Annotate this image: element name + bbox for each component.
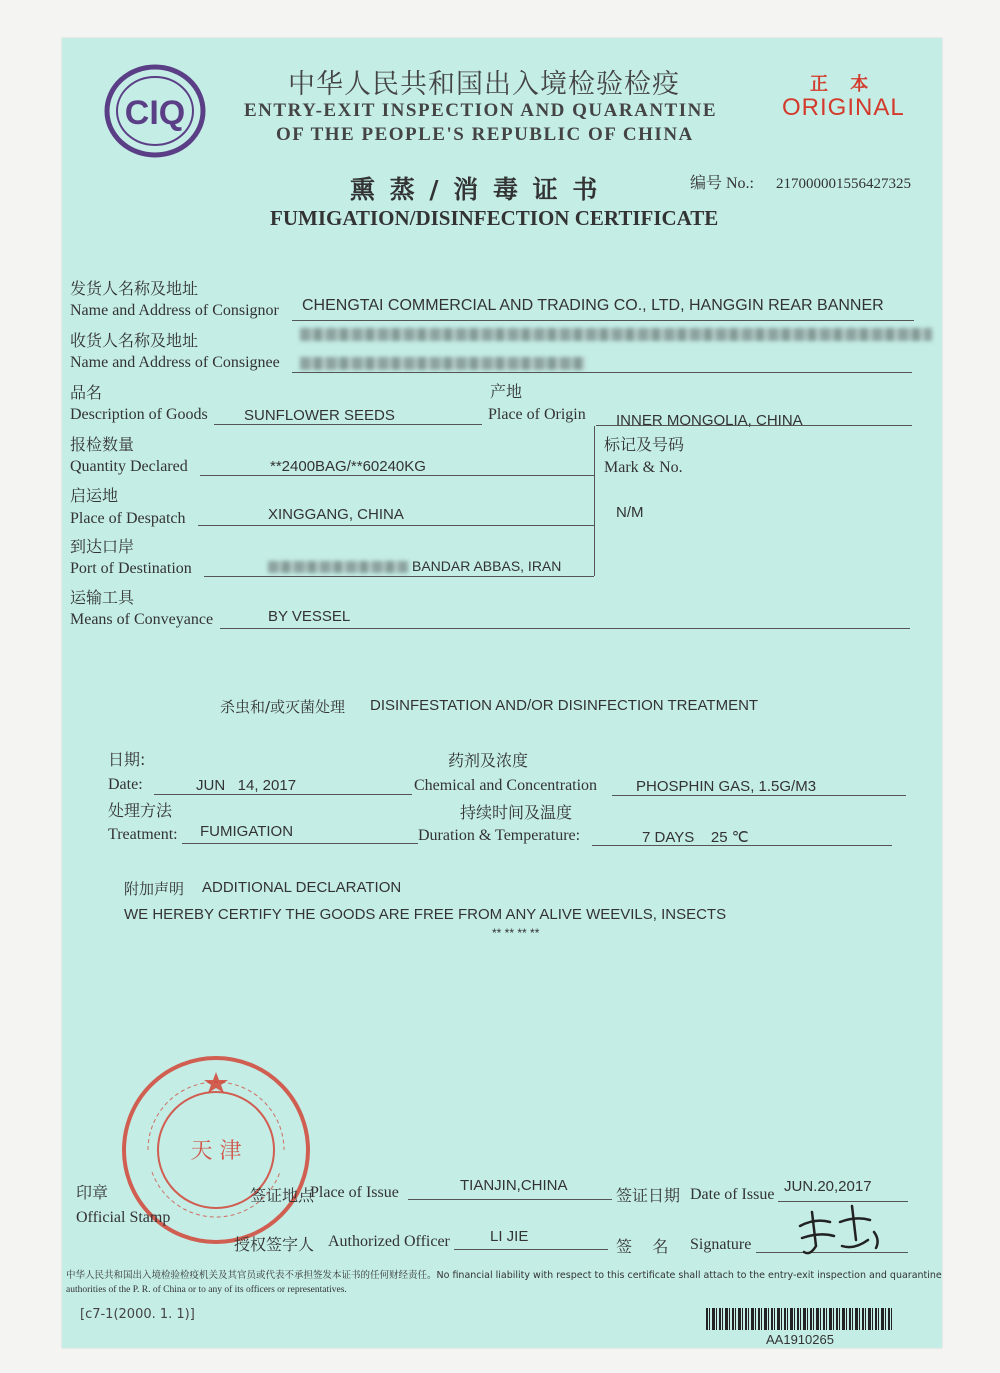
method-value: FUMIGATION: [200, 823, 294, 840]
conveyance-value: BY VESSEL: [268, 608, 351, 625]
signature-label-en: Signature: [690, 1236, 752, 1253]
treatment-date-value: JUN 14, 2017: [196, 777, 297, 794]
disclaimer-line1: 中华人民共和国出入境检验检疫机关及其官员或代表不承担签发本证书的任何财经责任。No financial liability with respect to this certificate shall attach to the entry-exit inspection and quarantine: [66, 1270, 942, 1281]
consignor-label-cn: 发货人名称及地址: [70, 279, 199, 298]
place-underline: [408, 1199, 612, 1200]
despatch-underline: [198, 525, 594, 526]
officer-label-cn: 授权签字人: [234, 1235, 315, 1254]
ciq-logo-icon: [104, 64, 206, 158]
destination-value: BANDAR ABBAS, IRAN: [412, 558, 562, 574]
date-label-en: Date:: [108, 776, 143, 793]
barcode-icon: [706, 1308, 892, 1330]
quantity-label-cn: 报检数量: [70, 435, 135, 454]
mark-label-cn: 标记及号码: [604, 435, 685, 454]
issue-date-value: JUN.20,2017: [784, 1178, 872, 1195]
declaration-stars: ** ** ** **: [492, 926, 540, 940]
duration-label-en: Duration & Temperature:: [418, 827, 581, 844]
stamp-label-cn: 印章: [76, 1183, 109, 1202]
handwritten-signature-icon: [790, 1196, 890, 1262]
officer-value: LI JIE: [490, 1228, 529, 1245]
chemical-value: PHOSPHIN GAS, 1.5G/M3: [636, 778, 817, 795]
chemical-label-cn: 药剂及浓度: [448, 751, 529, 770]
mark-label-en: Mark & No.: [604, 459, 683, 476]
seal-center-text: 天 津: [190, 1139, 242, 1164]
serial-number: AA1910265: [766, 1332, 834, 1347]
despatch-label-cn: 启运地: [70, 486, 119, 505]
origin-label-en: Place of Origin: [488, 406, 586, 423]
logo-text: CIQ: [124, 94, 186, 132]
declaration-heading-cn: 附加声明: [124, 880, 185, 898]
issue-date-label-en: Date of Issue: [690, 1186, 775, 1203]
despatch-value: XINGGANG, CHINA: [268, 506, 404, 523]
method-label-en: Treatment:: [108, 826, 178, 843]
quantity-value: **2400BAG/**60240KG: [270, 458, 426, 475]
mark-value: N/M: [616, 504, 644, 521]
consignee-label-en: Name and Address of Consignee: [70, 354, 280, 371]
destination-underline: [204, 576, 594, 577]
quantity-underline: [200, 475, 594, 476]
declaration-text: WE HEREBY CERTIFY THE GOODS ARE FREE FROM ANY ALIVE WEEVILS, INSECTS: [124, 906, 727, 923]
date-underline: [154, 794, 412, 795]
form-code: [c7-1(2000. 1. 1)]: [80, 1307, 195, 1322]
redacted-consignee-line2: [300, 357, 585, 370]
issue-date-label-cn: 签证日期: [616, 1186, 681, 1205]
conveyance-label-en: Means of Conveyance: [70, 611, 214, 628]
stamp-label-en: Official Stamp: [76, 1209, 171, 1226]
quantity-label-en: Quantity Declared: [70, 458, 188, 475]
origin-value: INNER MONGOLIA, CHINA: [616, 412, 803, 429]
goods-label-en: Description of Goods: [70, 406, 208, 423]
consignee-underline: [292, 372, 912, 373]
goods-label-cn: 品名: [70, 383, 103, 402]
duration-label-cn: 持续时间及温度: [460, 803, 573, 822]
signature-label-cn: 签 名: [616, 1237, 669, 1256]
chemical-underline: [612, 795, 906, 796]
duration-value: 7 DAYS 25 ℃: [642, 829, 749, 846]
disclaimer-line2: authorities of the P. R. of China or to any of its officers or representatives.: [66, 1285, 347, 1295]
method-underline: [182, 843, 418, 844]
origin-underline: [596, 425, 912, 426]
treatment-heading-en: DISINFESTATION AND/OR DISINFECTION TREATMENT: [370, 697, 759, 714]
treatment-heading-cn: 杀虫和/或灭菌处理: [220, 698, 346, 716]
duration-underline: [592, 845, 892, 846]
certificate-no-value: 217000001556427325: [776, 176, 911, 192]
consignor-value: CHENGTAI COMMERCIAL AND TRADING CO., LTD, HANGGIN REAR BANNER: [302, 297, 884, 314]
chemical-label-en: Chemical and Concentration: [414, 777, 598, 794]
title-en: FUMIGATION/DISINFECTION CERTIFICATE: [270, 206, 719, 230]
officer-underline: [454, 1249, 608, 1250]
destination-label-en: Port of Destination: [70, 560, 192, 577]
destination-label-cn: 到达口岸: [70, 537, 135, 556]
org-name-cn: 中华人民共和国出入境检验检疫: [288, 69, 680, 100]
conveyance-underline: [220, 628, 910, 629]
officer-label-en: Authorized Officer: [328, 1233, 450, 1250]
date-label-cn: 日期:: [108, 750, 146, 769]
redacted-consignee-line1: [300, 328, 932, 341]
conveyance-label-cn: 运输工具: [70, 588, 135, 607]
consignor-underline: [292, 320, 914, 321]
original-en: ORIGINAL: [782, 94, 905, 121]
consignor-label-en: Name and Address of Consignor: [70, 302, 279, 319]
goods-value: SUNFLOWER SEEDS: [244, 407, 395, 424]
consignee-label-cn: 收货人名称及地址: [70, 331, 199, 350]
place-label-en: Place of Issue: [310, 1184, 399, 1201]
place-of-issue-value: TIANJIN,CHINA: [460, 1177, 568, 1194]
goods-underline: [214, 424, 482, 425]
method-label-cn: 处理方法: [108, 801, 173, 820]
certificate-no-label: 编号 No.:: [690, 175, 755, 192]
title-cn: 熏 蒸 / 消 毒 证 书: [350, 175, 601, 204]
org-name-en-line1: ENTRY-EXIT INSPECTION AND QUARANTINE: [244, 100, 718, 121]
org-name-en-line2: OF THE PEOPLE'S REPUBLIC OF CHINA: [276, 124, 694, 145]
redacted-destination: [268, 561, 408, 573]
original-cn: 正 本: [810, 74, 877, 95]
place-label-cn: 签证地点: [250, 1186, 315, 1205]
despatch-label-en: Place of Despatch: [70, 510, 186, 527]
mark-divider: [594, 426, 595, 576]
origin-label-cn: 产地: [490, 382, 523, 401]
declaration-heading-en: ADDITIONAL DECLARATION: [202, 879, 402, 896]
